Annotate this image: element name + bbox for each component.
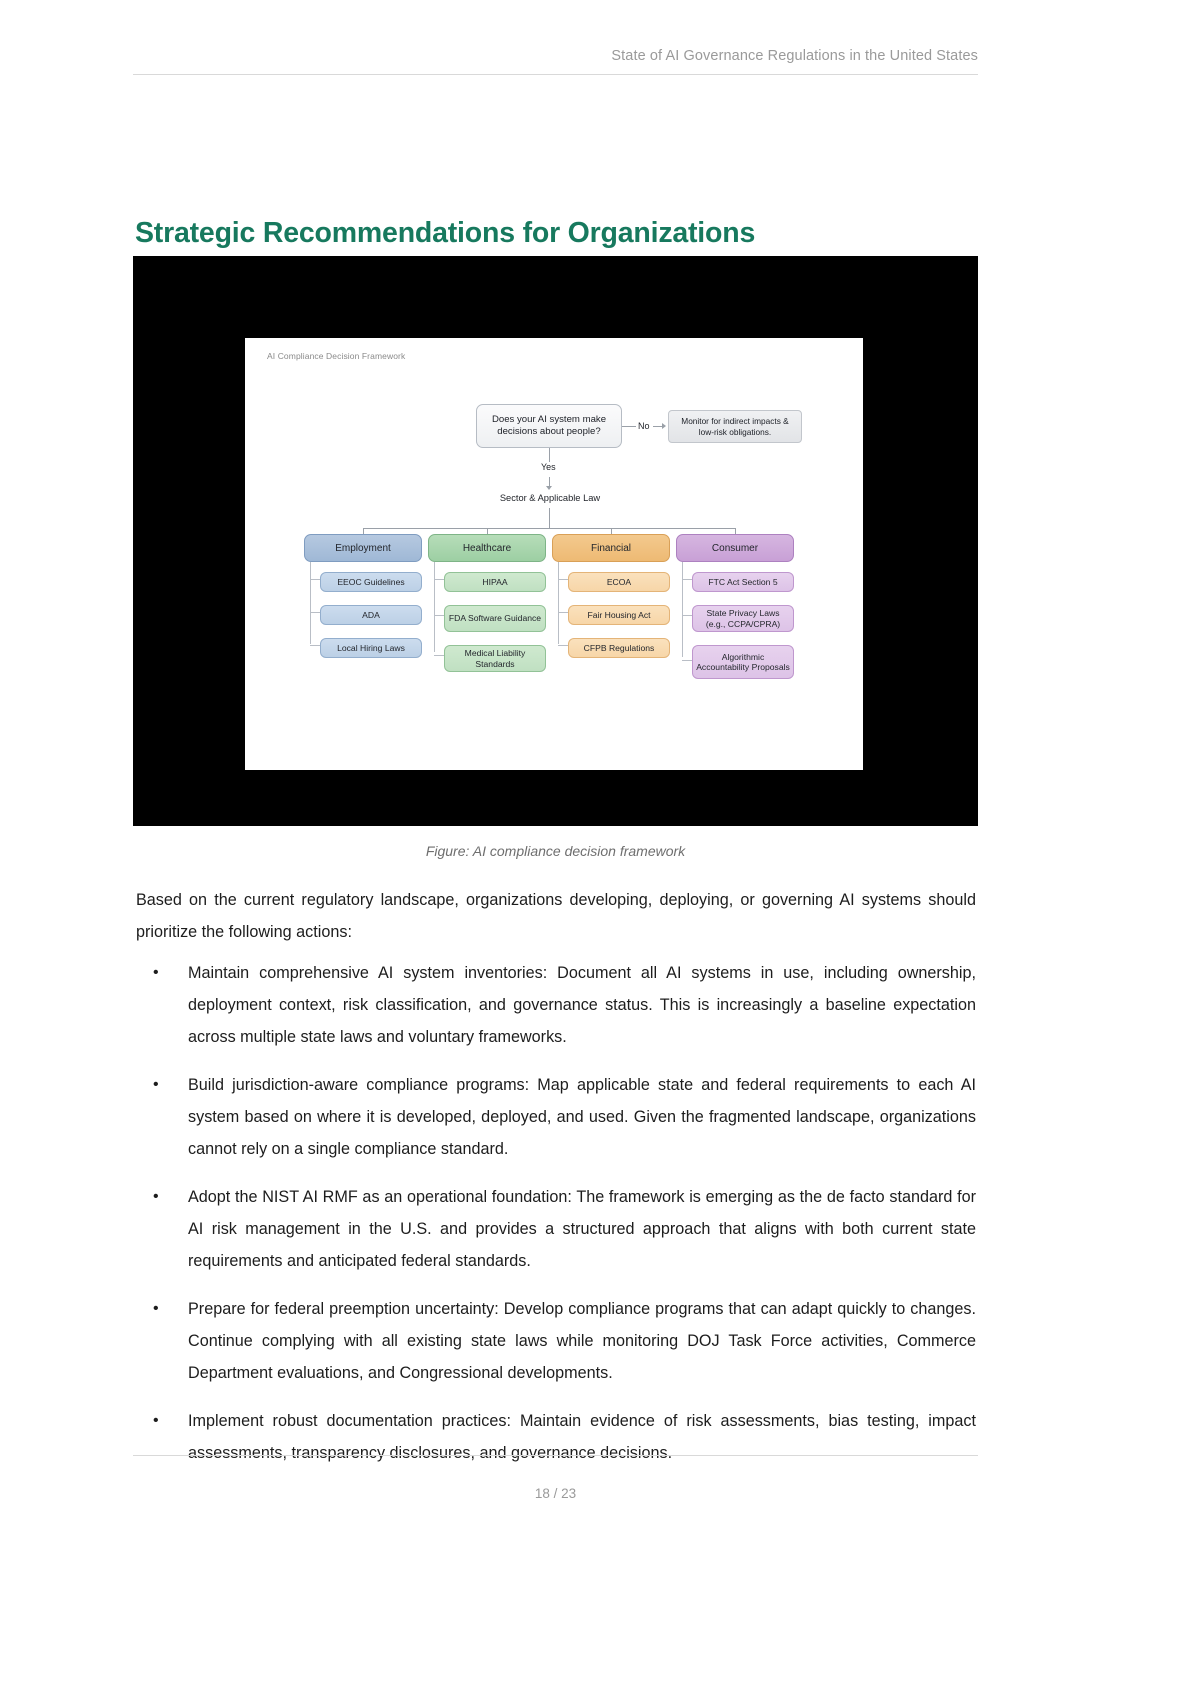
list-item-text: Adopt the NIST AI RMF as an operational foundation: The framework is emerging as the de facto standard for AI risk management in the U.S. and provides a structured approach that aligns with both current state requirements and anticipated federal standards. <box>188 1188 976 1270</box>
sector-item: ADA <box>320 605 422 625</box>
sector-head: Employment <box>304 534 422 562</box>
list-item <box>150 1069 976 1165</box>
sector-item: EEOC Guidelines <box>320 572 422 592</box>
column-stub <box>434 655 444 656</box>
column-stub <box>558 612 568 613</box>
figure-image <box>133 256 978 826</box>
column-stub <box>310 612 320 613</box>
page-number: 18 / 23 <box>133 1455 978 1501</box>
list-item <box>150 1181 976 1277</box>
recommendations-list <box>150 957 976 1485</box>
arrow-down-icon <box>546 486 552 490</box>
column-stub <box>558 645 568 646</box>
column-spine <box>434 562 435 652</box>
bullet-marker: • <box>153 1412 159 1429</box>
sector-head: Financial <box>552 534 670 562</box>
list-item-text: Prepare for federal preemption uncertainty: Develop compliance programs that can adapt quickly to changes. Continue complying with all existing state laws while monitoring DOJ Task Force activities, Commerce Department evaluations, and Congressional developments. <box>188 1300 976 1382</box>
list-item-text: Maintain comprehensive AI system inventories: Document all AI systems in use, including ownership, deployment context, risk classification, and governance status. This is increasingly a baseline expectation across multiple state laws and voluntary frameworks. <box>188 964 976 1046</box>
sector-item: Medical Liability Standards <box>444 645 546 672</box>
sector-item: Algorithmic Accountability Proposals <box>692 645 794 679</box>
sector-column-financial <box>552 534 670 658</box>
sector-item: CFPB Regulations <box>568 638 670 658</box>
list-item-text: Implement robust documentation practices: Maintain evidence of risk assessments, bias testing, impact assessments, transparency disclosures, and governance decisions. <box>188 1412 976 1462</box>
column-spine <box>310 562 311 644</box>
figure-caption: Figure: AI compliance decision framework <box>425 843 686 859</box>
list-item-text: Build jurisdiction-aware compliance programs: Map applicable state and federal requirements to each AI system based on where it is developed, deployed, and used. Given the fragmented landscape, organizations cannot rely on a single compliance standard. <box>188 1076 976 1158</box>
edge-no-line <box>622 426 636 427</box>
column-stub <box>682 615 692 616</box>
column-stub <box>310 645 320 646</box>
sector-column-employment <box>304 534 422 658</box>
bullet-marker: • <box>153 964 159 981</box>
sector-column-consumer <box>676 534 794 679</box>
bullet-marker: • <box>153 1188 159 1205</box>
intro-paragraph: Based on the current regulatory landscape, organizations developing, deploying, or governing AI systems should prioritize the following actions: <box>136 891 976 941</box>
diagram-canvas <box>245 338 863 770</box>
sector-column-healthcare <box>428 534 546 672</box>
column-stub <box>310 579 320 580</box>
bullet-marker: • <box>153 1076 159 1093</box>
bullet-marker: • <box>153 1300 159 1317</box>
column-stub <box>558 579 568 580</box>
list-item <box>150 957 976 1053</box>
arrow-right-icon <box>662 423 666 429</box>
page-title: Strategic Recommendations for Organizations <box>135 217 756 250</box>
sector-item: HIPAA <box>444 572 546 592</box>
column-spine <box>558 562 559 644</box>
list-item <box>150 1293 976 1389</box>
sector-head: Consumer <box>676 534 794 562</box>
sector-item: State Privacy Laws (e.g., CCPA/CPRA) <box>692 605 794 632</box>
diagram-title: AI Compliance Decision Framework <box>267 351 406 361</box>
column-stub <box>434 615 444 616</box>
decision-node: Does your AI system make decisions about people? <box>476 404 622 448</box>
sector-head: Healthcare <box>428 534 546 562</box>
sector-item: FTC Act Section 5 <box>692 572 794 592</box>
column-stub <box>682 660 692 661</box>
column-spine <box>682 562 683 657</box>
branch-stem <box>549 508 550 528</box>
column-stub <box>682 579 692 580</box>
running-header: State of AI Governance Regulations in the United States <box>133 48 978 75</box>
branch-bus <box>363 528 735 529</box>
sector-item: FDA Software Guidance <box>444 605 546 632</box>
sector-label: Sector & Applicable Law <box>499 493 601 503</box>
sector-item: Fair Housing Act <box>568 605 670 625</box>
column-stub <box>434 579 444 580</box>
edge-label-yes: Yes <box>541 462 556 472</box>
monitor-node: Monitor for indirect impacts & low-risk obligations. <box>668 410 802 443</box>
edge-label-no: No <box>638 421 650 431</box>
edge-yes-line <box>549 448 550 462</box>
sector-item: Local Hiring Laws <box>320 638 422 658</box>
sector-item: ECOA <box>568 572 670 592</box>
